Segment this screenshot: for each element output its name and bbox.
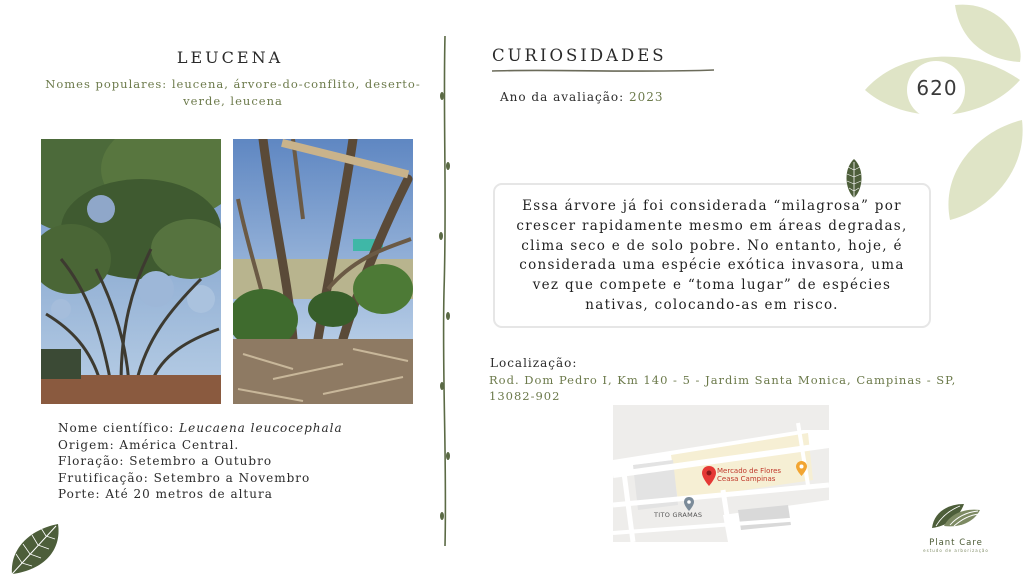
species-title: LEUCENA	[176, 48, 284, 67]
map-place-label	[717, 467, 781, 483]
fruiting: Frutificação: Setembro a Novembro	[58, 470, 311, 485]
location-map[interactable]	[613, 405, 829, 542]
popular-names-line2: verde, leucena	[183, 94, 283, 108]
scientific-name-label: Nome científico:	[58, 421, 175, 435]
brand-tagline: estudo de arborização	[923, 548, 989, 553]
brand-name: Plant Care	[929, 538, 983, 548]
curiosity-line: crescer rapidamente mesmo em áreas degradas,	[516, 217, 908, 234]
curiosity-line: vez que compete e “toma lugar” de espécies	[532, 277, 892, 294]
location-label: Localização:	[490, 356, 578, 370]
flowering: Floração: Setembro a Outubro	[58, 454, 273, 468]
origin: Origem: América Central.	[58, 437, 240, 452]
size: Porte: Até 20 metros de altura	[58, 487, 273, 501]
popular-names-label: Nomes populares:	[45, 77, 168, 91]
poi-pin-icon[interactable]	[684, 497, 694, 511]
address-line1: Rod. Dom Pedro I, Km 140 - 5 - Jardim Santa Monica, Campinas - SP,	[489, 373, 957, 387]
popular-names-line1: leucena, árvore-do-conflito, deserto-	[171, 77, 421, 91]
plant-care-logo-icon	[930, 500, 982, 532]
location-address	[489, 373, 959, 404]
map-street-label: TITO GRAMAS	[654, 511, 703, 519]
evaluation-year-label: Ano da avaliação:	[500, 90, 625, 104]
curiosities-title: CURIOSIDADES	[492, 46, 667, 65]
scientific-name	[58, 420, 343, 437]
leaf-icon	[843, 158, 865, 200]
plant-care-logo	[920, 500, 992, 556]
curiosity-line: nativas, colocando-as em risco.	[585, 296, 839, 313]
address-line2: 13082-902	[489, 388, 561, 403]
curiosity-line: Essa árvore já foi considerada “milagrosa” por	[522, 198, 902, 214]
popular-names	[36, 76, 430, 110]
curiosity-line: considerada uma espécie exótica invasora, uma	[519, 257, 905, 274]
leaf-icon	[8, 520, 64, 576]
species-facts	[58, 420, 343, 503]
curiosity-text	[505, 197, 919, 316]
title-underline	[492, 68, 714, 74]
vine-divider	[438, 36, 452, 546]
curiosity-line: clima seco e de solo pobre. No entanto, hoje, é	[521, 237, 903, 254]
map-place-line1: Mercado de Flores	[717, 467, 782, 475]
map-pin-icon[interactable]	[702, 466, 716, 486]
evaluation-year-value: 2023	[628, 90, 664, 104]
evaluation-number: 620	[916, 76, 958, 100]
tree-photo-canopy	[41, 139, 221, 404]
scientific-name-value: Leucaena leucocephala	[179, 421, 343, 435]
poi-pin-icon[interactable]	[796, 461, 807, 476]
map-place-line2: Ceasa Campinas	[717, 475, 776, 483]
tree-photo-trunk	[233, 139, 413, 404]
evaluation-year	[500, 90, 664, 104]
